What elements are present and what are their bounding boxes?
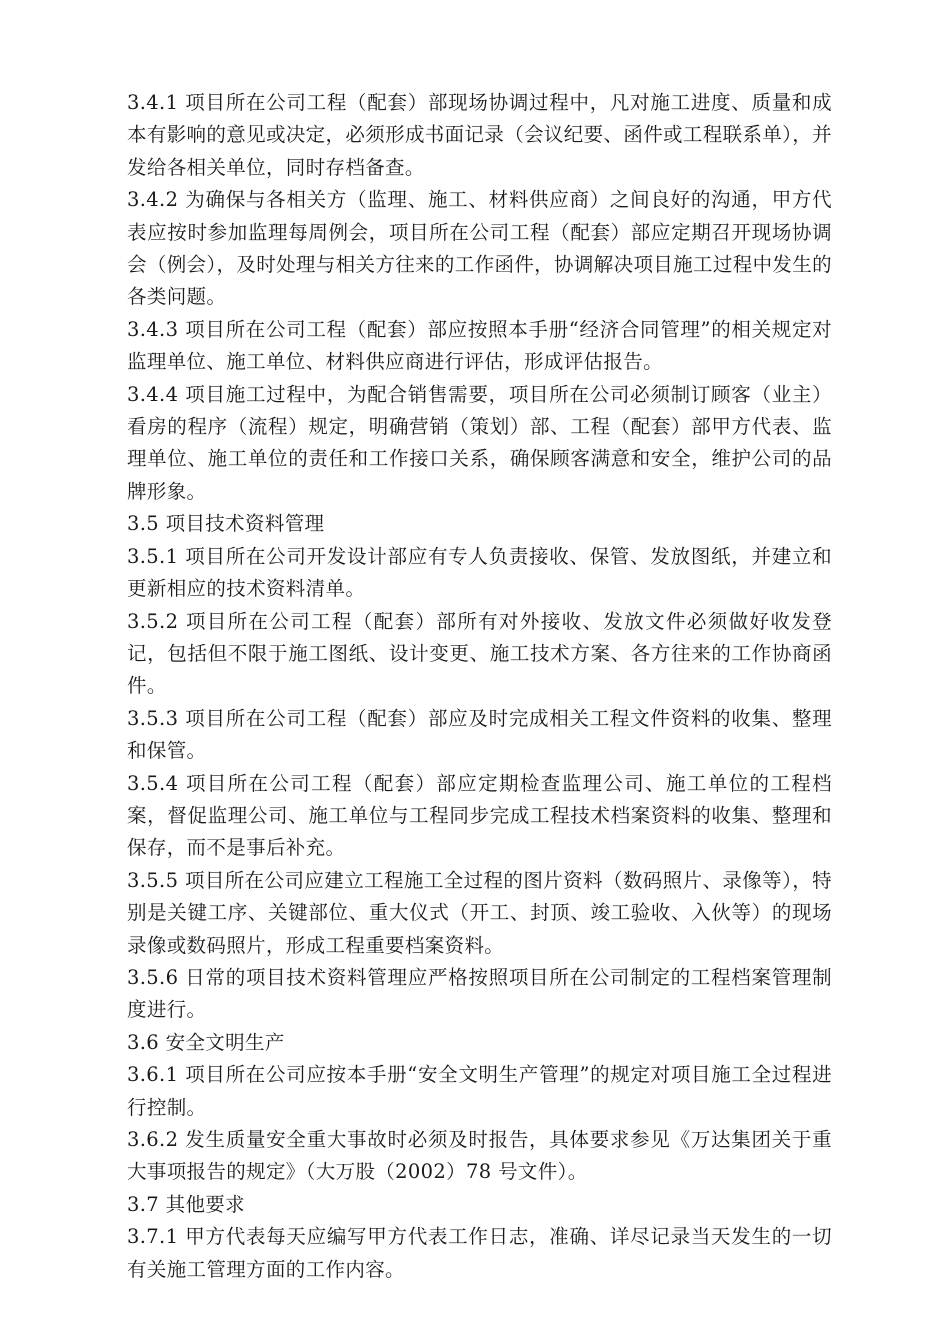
paragraph-3-5-2: 3.5.2 项目所在公司工程（配套）部所有对外接收、发放文件必须做好收发登记，包括但不限于施工图纸、设计变更、施工技术方案、各方往来的工作协商函件。 — [127, 609, 832, 698]
paragraph-3-6-2: 3.6.2 发生质量安全重大事故时必须及时报告，具体要求参见《万达集团关于重大事项报告的规定》（大万股（2002）78 号文件）。 — [127, 1128, 832, 1184]
paragraph-3-7-1: 3.7.1 甲方代表每天应编写甲方代表工作日志，准确、详尽记录当天发生的一切有关施工管理方面的工作内容。 — [127, 1225, 832, 1281]
paragraph-3-5-6: 3.5.6 日常的项目技术资料管理应严格按照项目所在公司制定的工程档案管理制度进行。 — [127, 965, 832, 1022]
paragraph-3-4-4: 3.4.4 项目施工过程中，为配合销售需要，项目所在公司必须制订顾客（业主）看房的程序（流程）规定，明确营销（策划）部、工程（配套）部甲方代表、监理单位、施工单位的责任和工作接口关系，确保顾客满意和安全，维护公司的品牌形象。 — [127, 382, 832, 503]
paragraph-3-4-3: 3.4.3 项目所在公司工程（配套）部应按照本手册“经济合同管理”的相关规定对监理单位、施工单位、材料供应商进行评估，形成评估报告。 — [127, 317, 832, 374]
paragraph-3-5-4: 3.5.4 项目所在公司工程（配套）部应定期检查监理公司、施工单位的工程档案，督促监理公司、施工单位与工程同步完成工程技术档案资料的收集、整理和保存，而不是事后补充。 — [127, 771, 832, 860]
section-heading-3-7: 3.7 其他要求 — [127, 1192, 246, 1216]
section-heading-3-6: 3.6 安全文明生产 — [127, 1030, 285, 1054]
paragraph-3-5-1: 3.5.1 项目所在公司开发设计部应有专人负责接收、保管、发放图纸，并建立和更新相应的技术资料清单。 — [127, 544, 832, 601]
paragraph-3-5-3: 3.5.3 项目所在公司工程（配套）部应及时完成相关工程文件资料的收集、整理和保管。 — [127, 706, 832, 763]
section-heading-3-5: 3.5 项目技术资料管理 — [127, 512, 325, 536]
paragraph-3-4-2: 3.4.2 为确保与各相关方（监理、施工、材料供应商）之间良好的沟通，甲方代表应按时参加监理每周例会，项目所在公司工程（配套）部应定期召开现场协调会（例会），及时处理与相关方往来的工作函件，协调解决项目施工过程中发生的各类问题。 — [127, 188, 832, 309]
paragraph-3-5-5: 3.5.5 项目所在公司应建立工程施工全过程的图片资料（数码照片、录像等），特别是关键工序、关键部位、重大仪式（开工、封顶、竣工验收、入伙等）的现场录像或数码照片，形成工程重要档案资料。 — [127, 868, 832, 957]
document-page — [127, 87, 832, 1286]
paragraph-3-6-1: 3.6.1 项目所在公司应按本手册“安全文明生产管理”的规定对项目施工全过程进行控制。 — [127, 1063, 832, 1119]
paragraph-3-4-1: 3.4.1 项目所在公司工程（配套）部现场协调过程中，凡对施工进度、质量和成本有影响的意见或决定，必须形成书面记录（会议纪要、函件或工程联系单），并发给各相关单位，同时存档备查。 — [127, 91, 832, 179]
